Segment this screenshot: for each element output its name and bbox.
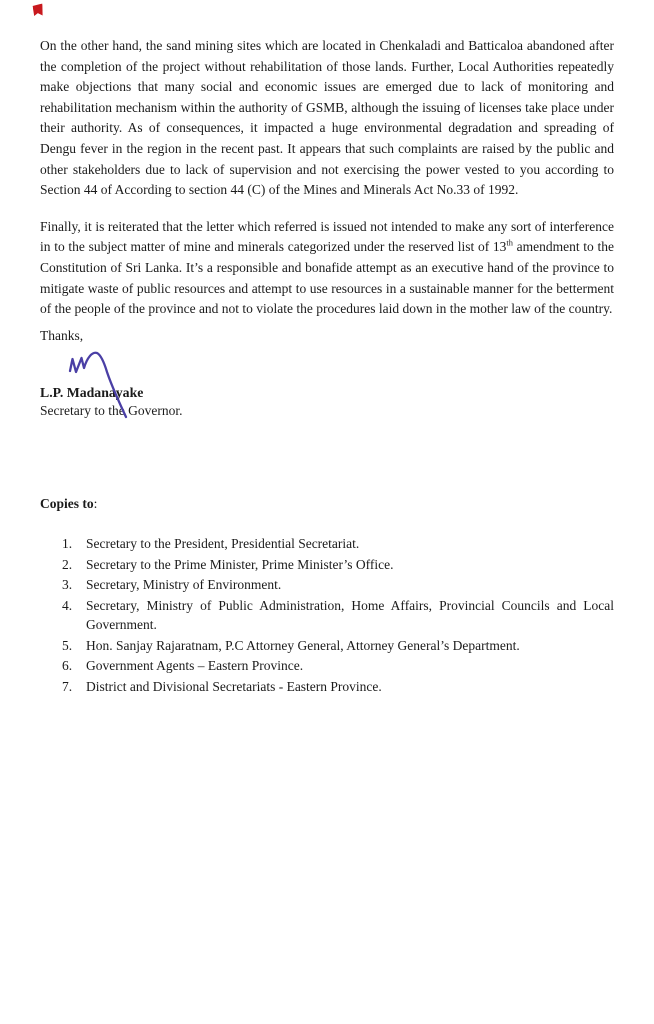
signatory-name: L.P. Madanayake: [40, 385, 144, 401]
list-item-text: Secretary to the President, Presidential Secretariat.: [86, 536, 360, 552]
list-item: [62, 555, 614, 575]
list-item: [62, 636, 614, 656]
copies-heading: [40, 494, 614, 514]
list-item: [62, 656, 614, 676]
list-item-text: Hon. Sanjay Rajaratnam, P.C Attorney General, Attorney General’s Department.: [86, 637, 520, 653]
closing-salutation: Thanks,: [40, 327, 84, 343]
signature-block: [40, 346, 614, 458]
list-item-number: 6.: [62, 658, 73, 674]
list-item-number: 1.: [62, 536, 73, 552]
copies-heading-label: Copies to: [40, 496, 94, 512]
paragraph-finally-text: Finally, it is reiterated that the letter which referred is issued not intended to make any sort of interference in to the subject matter of mine and minerals categorized under the reserved list of 13: [40, 218, 614, 255]
paragraph-finally-text-cont: amendment to the Constitution of Sri Lanka. It’s a responsible and bonafide attempt as an executive hand of the province to mitigate waste of public resources and attempt to use resources in a sustainable manner for the betterment of the people of the province and not to violate the procedures laid down in the mother law of the country.: [40, 239, 614, 317]
list-item-text: District and Divisional Secretariats - Eastern Province.: [86, 678, 382, 694]
red-flag-icon: [32, 4, 43, 17]
copies-list: [40, 534, 614, 696]
list-item-text: Secretary, Ministry of Environment.: [86, 577, 282, 593]
paragraph-finally: [40, 217, 614, 320]
list-item: [62, 575, 614, 595]
list-item-number: 7.: [62, 678, 73, 694]
paragraph-sand-mining: On the other hand, the sand mining sites which are located in Chenkaladi and Batticaloa abandoned after the completion of the project without rehabilitation of those lands. Further, Local Authorities repeatedly make objections that many social and economic issues are emerged due to lack of monitoring and rehabilitation mechanism within the authority of GSMB, although the issuing of licenses take place under their authority. As of consequences, it impacted a huge environmental degradation and spreading of Dengu fever in the region in the recent past. It appears that such complaints are raised by the public and other stakeholders due to lack of supervision and not exercising the power vested to you according to Section 44 of According to section 44 (C) of the Mines and Minerals Act No.33 of 1992.: [40, 38, 614, 198]
list-item-number: 4.: [62, 597, 73, 613]
list-item-number: 3.: [62, 577, 73, 593]
list-item-text: Secretary to the Prime Minister, Prime Minister’s Office.: [86, 556, 394, 572]
list-item-number: 5.: [62, 637, 73, 653]
list-item-number: 2.: [62, 556, 73, 572]
letter-body: [40, 36, 614, 697]
list-item: [62, 534, 614, 554]
list-item: [62, 596, 614, 635]
list-item: [62, 677, 614, 697]
ordinal-superscript: th: [506, 238, 513, 248]
signatory-title: Secretary to the Governor.: [40, 403, 183, 419]
copies-heading-colon: :: [93, 496, 98, 512]
list-item-text: Government Agents – Eastern Province.: [86, 658, 304, 674]
list-item-text: Secretary, Ministry of Public Administration, Home Affairs, Provincial Councils and Local Government.: [86, 597, 614, 633]
